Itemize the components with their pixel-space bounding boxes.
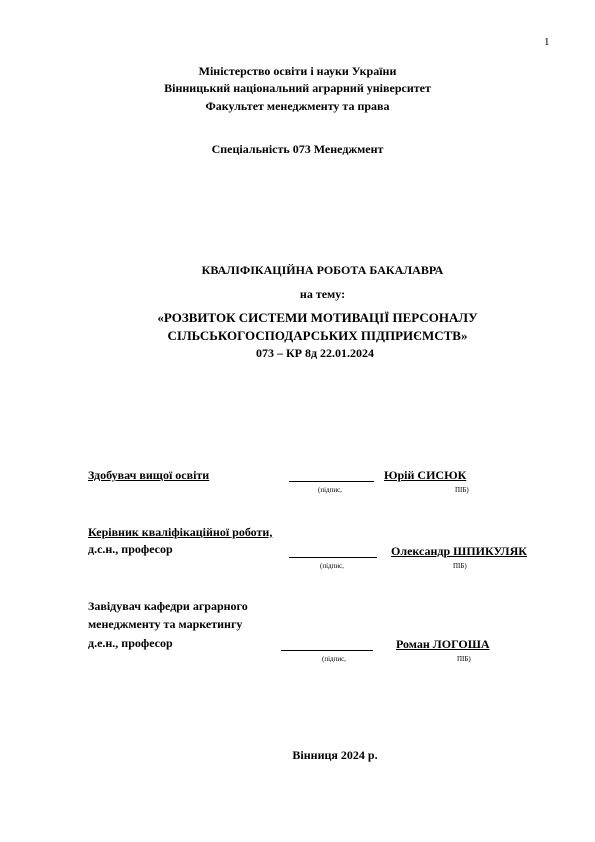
- head-role-line-3: д.е.н., професор: [88, 636, 173, 650]
- student-signature-caption: (підпис,: [318, 486, 342, 494]
- student-name-caption: ПІБ): [455, 486, 469, 494]
- topic-prefix: на тему:: [299, 287, 346, 301]
- supervisor-name: Олександр ШПИКУЛЯК: [391, 544, 527, 558]
- head-name-caption: ПІБ): [457, 655, 471, 663]
- student-signature-line: [289, 481, 374, 482]
- specialty: Спеціальність 073 Менеджмент: [211, 142, 384, 156]
- supervisor-role-line-2: д.с.н., професор: [88, 542, 173, 556]
- page-number: 1: [544, 36, 550, 48]
- student-role: Здобувач вищої освіти: [88, 468, 210, 482]
- city-year: Вінниця 2024 р.: [292, 748, 378, 762]
- head-signature-caption: (підпис,: [322, 655, 346, 663]
- student-name: Юрій СИСЮК: [384, 468, 467, 482]
- head-role-line-1: Завідувач кафедри аграрного: [88, 599, 248, 613]
- work-type-title: КВАЛІФІКАЦІЙНА РОБОТА БАКАЛАВРА: [201, 263, 444, 277]
- supervisor-signature-caption: (підпис,: [320, 562, 344, 570]
- topic-line-2: СІЛЬСЬКОГОСПОДАРСЬКИХ ПІДПРИЄМСТВ»: [167, 328, 468, 343]
- head-signature-line: [281, 650, 373, 651]
- faculty-name: Факультет менеджменту та права: [205, 99, 390, 113]
- supervisor-role-line-1: Керівник кваліфікаційної роботи,: [88, 525, 273, 539]
- supervisor-signature-line: [289, 557, 377, 558]
- supervisor-name-caption: ПІБ): [453, 562, 467, 570]
- head-role-line-2: менеджменту та маркетингу: [88, 617, 243, 631]
- head-name: Роман ЛОГОША: [396, 637, 490, 651]
- ministry-name: Міністерство освіти і науки України: [198, 64, 397, 78]
- topic-line-1: «РОЗВИТОК СИСТЕМИ МОТИВАЦІЇ ПЕРСОНАЛУ: [157, 310, 478, 325]
- university-name: Вінницький національний аграрний університет: [164, 81, 431, 95]
- work-code: 073 – КР 8д 22.01.2024: [255, 346, 375, 360]
